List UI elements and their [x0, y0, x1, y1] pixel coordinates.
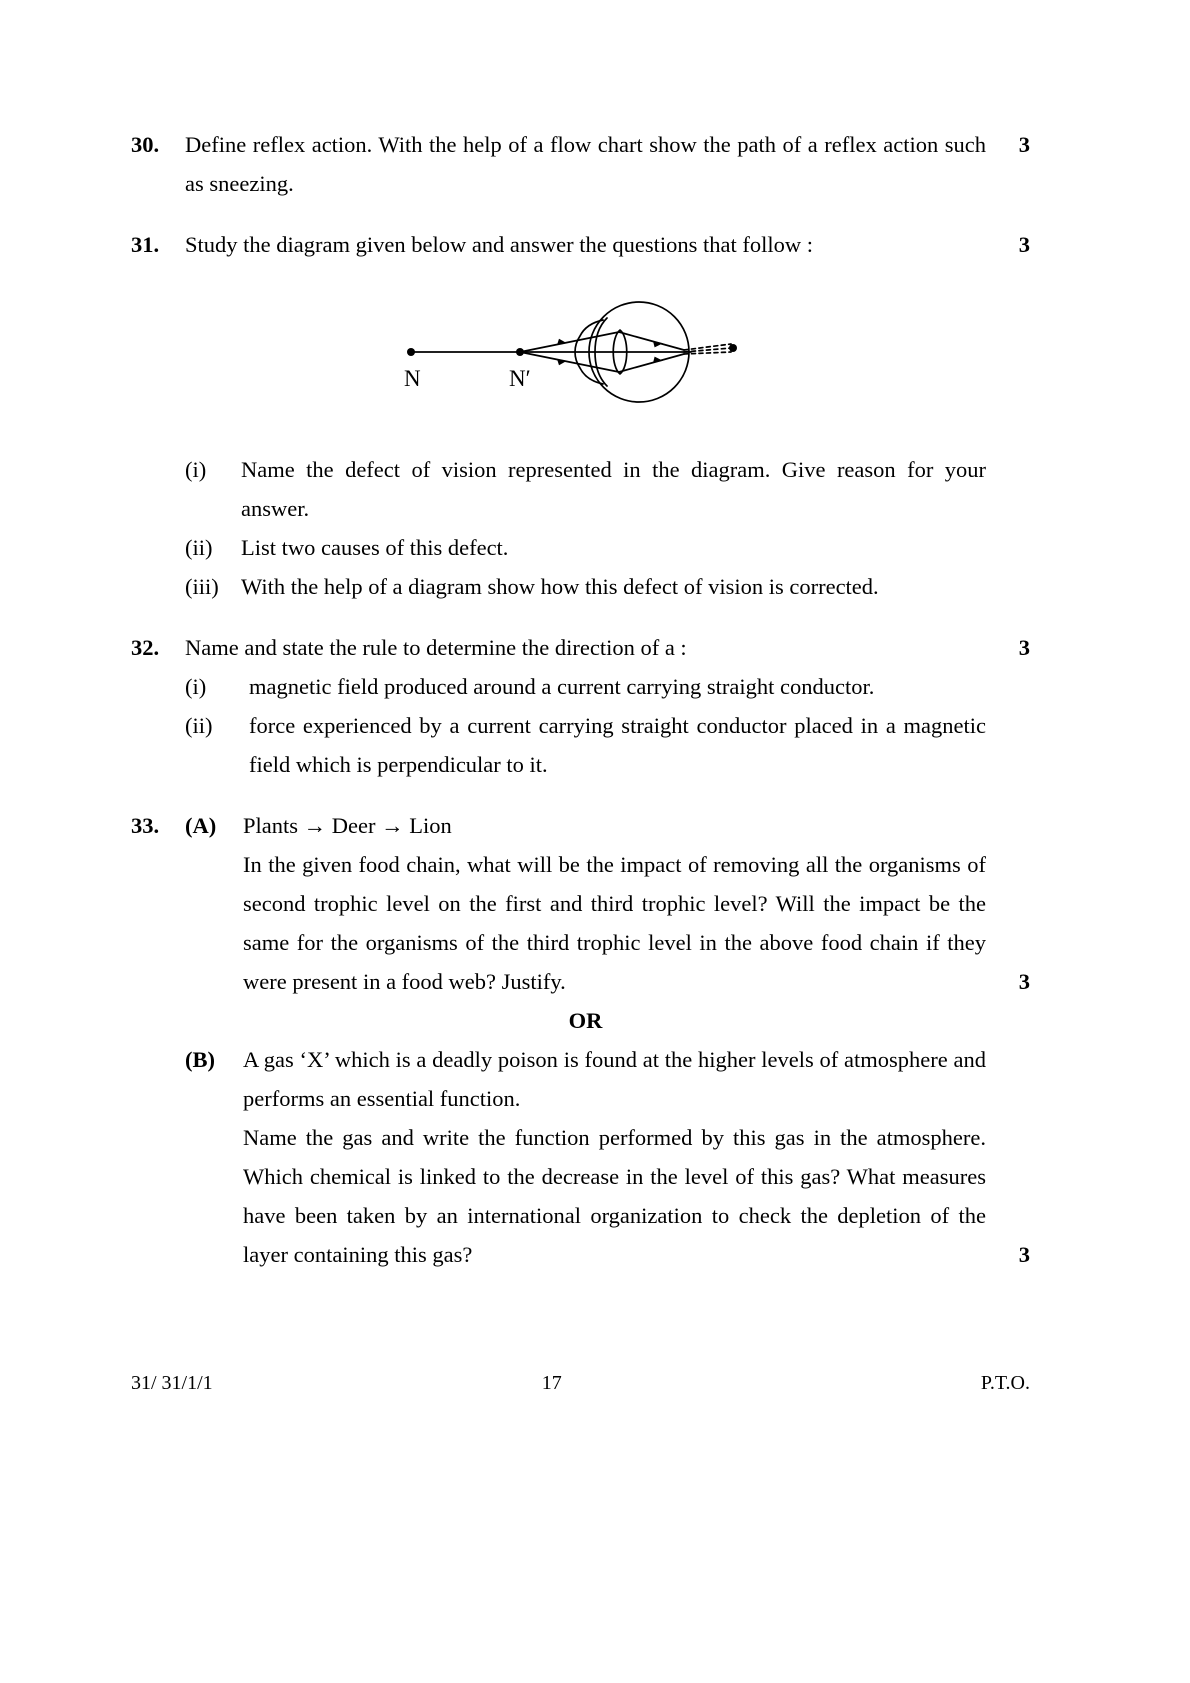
- sub-label-i: (i): [185, 674, 207, 699]
- question-32-number: 32.: [131, 635, 160, 660]
- or-separator: OR: [568, 1008, 603, 1033]
- question-30-number: 30.: [131, 132, 160, 157]
- sub-label-ii: (ii): [185, 713, 213, 738]
- question-33-option-a-heading: [131, 806, 1030, 845]
- point-n-dot: [407, 348, 415, 356]
- sub-text-ii: List two causes of this defect.: [241, 535, 509, 560]
- question-30: [131, 125, 1030, 203]
- sub-text-ii: force experienced by a current carrying straight conductor placed in a magnetic field which is perpendicular to it.: [249, 713, 986, 777]
- option-a-label: (A): [185, 813, 217, 838]
- question-31-sub-iii: [131, 567, 1030, 606]
- question-31-number: 31.: [131, 232, 160, 257]
- eye-diagram-svg: [371, 290, 791, 418]
- question-30-marks: 3: [1018, 132, 1030, 157]
- sub-text-iii: With the help of a diagram show how this defect of vision is corrected.: [241, 574, 879, 599]
- question-32-text: Name and state the rule to determine the direction of a :: [185, 635, 687, 660]
- page-number: 17: [541, 1372, 562, 1394]
- question-33-option-b-p1: [131, 1040, 1030, 1118]
- question-31-marks: 3: [1018, 232, 1030, 257]
- question-31-sub-i: [131, 450, 1030, 528]
- spacer: [131, 203, 1030, 225]
- indent-spacer: [131, 528, 185, 567]
- indent-spacer: [131, 450, 185, 489]
- indent-spacer: [185, 845, 243, 884]
- spacer: [131, 784, 1030, 806]
- question-33-number: 33.: [131, 813, 160, 838]
- question-32-sub-i: [131, 667, 1030, 706]
- page-footer: [131, 1372, 1030, 1395]
- refracted-ray-upper: [619, 332, 684, 350]
- sub-label-iii: (iii): [185, 574, 219, 599]
- indent-spacer: [131, 706, 185, 745]
- option-b-label: (B): [185, 1047, 215, 1072]
- sub-text-i: Name the defect of vision represented in the diagram. Give reason for your answer.: [241, 457, 986, 521]
- question-32-marks: 3: [1018, 635, 1030, 660]
- indent-spacer: [131, 667, 185, 706]
- indent-spacer: [131, 567, 185, 606]
- option-a-marks-value: 3: [1018, 969, 1030, 994]
- indent-spacer: [131, 1040, 185, 1079]
- arrow-incident-upper: [557, 339, 567, 345]
- spacer: [131, 606, 1030, 628]
- sub-label-ii: (ii): [185, 535, 213, 560]
- image-point-dot: [729, 344, 737, 352]
- sub-text-i: magnetic field produced around a current carrying straight conductor.: [249, 674, 875, 699]
- question-32-sub-ii: [131, 706, 1030, 784]
- food-chain-text: Plants → Deer → Lion: [243, 813, 452, 838]
- spacer: [131, 428, 1030, 450]
- question-33-option-b-marks-row: [131, 1235, 1030, 1274]
- incident-ray-upper: [520, 332, 619, 352]
- question-31-text: Study the diagram given below and answer the questions that follow :: [185, 232, 814, 257]
- option-a-text: In the given food chain, what will be the impact of removing all the organisms of second trophic level on the first and third trophic level? Will the impact be the same for the organisms of the third trophic level in the above food chain if they were present in a food web? Justify.: [243, 852, 986, 994]
- indent-spacer: [131, 1118, 185, 1157]
- option-b-paragraph-2: Name the gas and write the function performed by this gas in the atmosphere. Which chemical is linked to the decrease in the level of this gas? What measures have been taken by an international organization to check the depletion of the layer containing this gas?: [243, 1125, 986, 1267]
- label-n: N: [403, 366, 421, 391]
- label-n-prime: N′: [508, 366, 531, 391]
- question-32: [131, 628, 1030, 667]
- sub-label-i: (i): [185, 457, 207, 482]
- turn-over-label: P.T.O.: [980, 1372, 1030, 1394]
- indent-spacer: [131, 845, 185, 884]
- question-33-or-row: [131, 962, 1030, 1001]
- paper-code: 31/ 31/1/1: [131, 1372, 213, 1394]
- question-31-sub-ii: [131, 528, 1030, 567]
- indent-spacer: [185, 1118, 243, 1157]
- eye-defect-ray-diagram: [131, 290, 1030, 418]
- option-b-marks: 3: [1018, 1242, 1030, 1267]
- incident-ray-lower: [520, 352, 619, 372]
- arrow-incident-lower: [557, 359, 567, 365]
- refracted-ray-lower: [619, 354, 684, 372]
- option-b-paragraph-1: A gas ‘X’ which is a deadly poison is found at the higher levels of atmosphere and performs an essential function.: [243, 1047, 986, 1111]
- question-31: [131, 225, 1030, 264]
- question-30-text: Define reflex action. With the help of a flow chart show the path of a reflex action such as sneezing.: [185, 132, 986, 196]
- or-separator-row: [131, 1001, 1030, 1040]
